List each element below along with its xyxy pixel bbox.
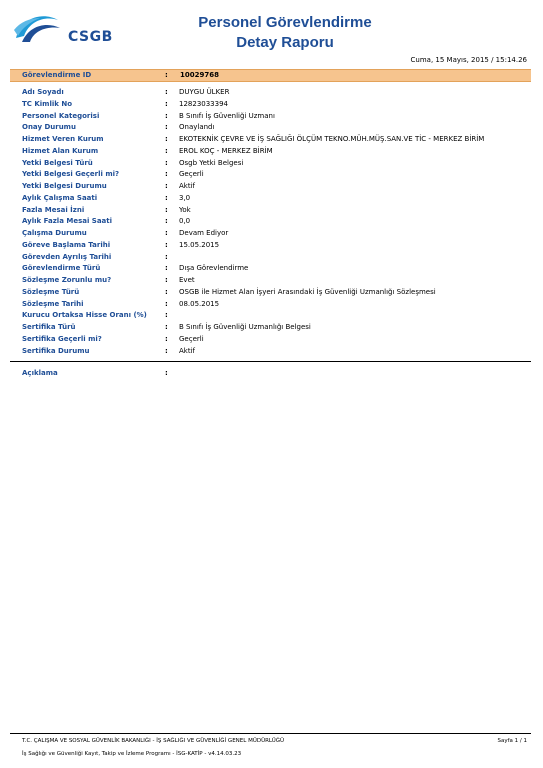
field-label: Sertifika Türü [22,323,76,331]
field-separator: : [165,334,168,343]
field-separator: : [165,135,168,143]
field-separator: : [165,299,168,308]
field-value: DUYGU ÜLKER [179,88,230,96]
field-label: Görevlendirme Türü [22,264,101,273]
aciklama-row [22,368,522,379]
field-row [22,287,522,298]
field-separator: : [165,217,168,226]
aciklama-separator: : [165,369,168,377]
field-separator: : [165,170,168,179]
field-row [22,322,522,333]
field-value: Devam Ediyor [179,229,229,237]
field-label: Personel Kategorisi [22,111,100,120]
field-separator: : [165,264,168,273]
field-row [22,299,522,310]
field-row [22,263,522,274]
field-label: Yetki Belgesi Türü [22,158,93,167]
id-value: 10029768 [180,71,219,79]
field-row [22,252,522,263]
footer-program: İş Sağlığı ve Güvenliği Kayıt, Takip ve İzleme Programı - İSG-KATİP - v4.14.03.23 [22,751,242,757]
field-separator: : [165,346,168,355]
field-label: Yetki Belgesi Durumu [22,182,107,190]
report-title: Personel Görevlendirme [198,14,372,31]
field-label: Göreve Başlama Tarihi [22,240,111,249]
footer-divider [10,733,531,734]
field-separator: : [165,323,168,331]
field-value: Onaylandı [179,123,215,132]
field-row [22,158,522,169]
field-row [22,240,522,251]
field-label: Sertifika Durumu [22,346,90,355]
field-separator: : [165,158,168,167]
field-label: Fazla Mesai İzni [22,205,85,214]
field-label: Yetki Belgesi Geçerli mi? [22,170,120,179]
divider [10,361,531,362]
field-row [22,169,522,180]
field-value: EKOTEKNİK ÇEVRE VE İŞ SAĞLIĞI ÖLÇÜM TEKNO.MÜH.MÜŞ.SAN.VE TİC - MERKEZ BİRİM [179,135,485,143]
field-separator: : [165,99,168,108]
field-row [22,216,522,227]
field-label: Sözleşme Türü [22,287,80,296]
field-row [22,346,522,357]
field-value: EROL KOÇ - MERKEZ BİRİM [179,146,273,155]
csgb-swoosh-logo-icon [12,10,64,50]
field-separator: : [165,205,168,214]
field-value: 0,0 [179,217,191,226]
field-row [22,134,522,145]
field-row [22,193,522,204]
field-value: 3,0 [179,193,191,202]
field-separator: : [165,287,168,296]
csgb-logo [12,10,122,50]
field-label: Adı Soyadı [22,88,64,96]
field-separator: : [165,111,168,120]
page-number: Sayfa 1 / 1 [497,738,527,744]
field-value: Geçerli [179,170,204,179]
field-row [22,205,522,216]
field-value: Aktif [179,182,195,190]
field-value: Dışa Görevlendirme [179,264,249,273]
field-row [22,310,522,321]
id-header-bar [10,69,531,82]
field-value: 08.05.2015 [179,299,220,308]
field-row [22,99,522,110]
field-value: OSGB ile Hizmet Alan İşyeri Arasındaki İş Güvenliği Uzmanlığı Sözleşmesi [179,287,436,296]
field-value: B Sınıfı İş Güvenliği Uzmanlığı Belgesi [179,323,311,331]
field-separator: : [165,123,168,132]
field-value: Aktif [179,346,195,355]
field-label: Sertifika Geçerli mi? [22,334,102,343]
logo-text: CSGB [68,29,113,45]
field-separator: : [165,311,168,320]
aciklama-label: Açıklama [22,369,58,377]
field-label: Aylık Fazla Mesai Saati [22,217,113,226]
field-row [22,87,522,98]
field-value: 15.05.2015 [179,240,220,249]
field-row [22,111,522,122]
field-separator: : [165,88,168,96]
field-value: B Sınıfı İş Güvenliği Uzmanı [179,111,275,120]
field-value: Geçerli [179,334,204,343]
field-label: Sözleşme Zorunlu mu? [22,276,112,284]
field-row [22,122,522,133]
field-value: Evet [179,276,195,284]
field-row [22,181,522,192]
field-row [22,275,522,286]
field-label: Aylık Çalışma Saati [22,193,98,202]
field-label: TC Kimlik No [22,99,73,108]
field-label: Hizmet Veren Kurum [22,135,104,143]
field-label: Çalışma Durumu [22,229,87,237]
field-label: Görevden Ayrılış Tarihi [22,252,112,261]
field-row [22,334,522,345]
field-label: Hizmet Alan Kurum [22,146,99,155]
footer-ministry: T.C. ÇALIŞMA VE SOSYAL GÜVENLİK BAKANLIĞI - İŞ SAĞLIĞI VE GÜVENLİĞİ GENEL MÜDÜRLÜĞÜ [22,738,285,744]
field-separator: : [165,193,168,202]
field-label: Onay Durumu [22,123,76,132]
field-separator: : [165,276,168,284]
report-subtitle: Detay Raporu [236,34,334,51]
field-label: Kurucu Ortaksa Hisse Oranı (%) [22,311,147,320]
field-value: 12823033394 [179,99,228,108]
field-separator: : [165,146,168,155]
field-separator: : [165,240,168,249]
field-row [22,228,522,239]
report-datetime: Cuma, 15 Mayıs, 2015 / 15:14.26 [410,56,527,64]
field-value: Osgb Yetki Belgesi [179,158,244,167]
field-separator: : [165,229,168,237]
id-label: Görevlendirme ID [22,71,92,79]
field-value: Yok [179,205,191,214]
field-separator: : [165,252,168,261]
field-separator: : [165,182,168,190]
field-label: Sözleşme Tarihi [22,299,84,308]
field-row [22,146,522,157]
id-separator: : [165,71,168,79]
